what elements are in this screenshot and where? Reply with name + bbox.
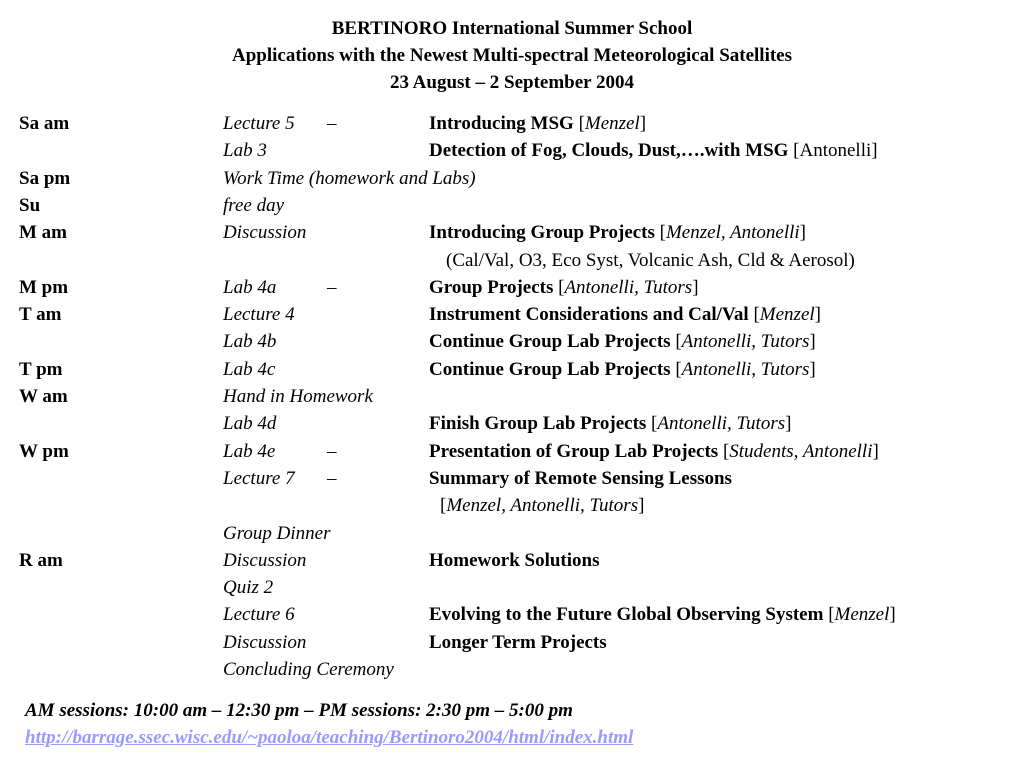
schedule-activity: Lab 4e — [223, 440, 276, 462]
schedule-row — [0, 219, 1024, 246]
topic-title: Instrument Considerations and Cal/Val — [429, 304, 749, 326]
schedule-day: T pm — [19, 358, 63, 380]
schedule-topic — [429, 274, 699, 301]
schedule-row — [0, 137, 1024, 164]
schedule-activity: Lab 3 — [223, 140, 267, 162]
speaker-bracket-open: [ — [718, 440, 730, 462]
schedule-topic — [429, 465, 732, 492]
topic-title: Finish Group Lab Projects — [429, 413, 647, 435]
topic-title: Summary of Remote Sensing Lessons — [429, 467, 732, 489]
schedule-day: M pm — [19, 276, 69, 298]
schedule-row — [0, 301, 1024, 328]
speaker-names: Menzel — [834, 604, 890, 626]
speaker-names: Menzel — [759, 304, 815, 326]
schedule-activity: Lecture 5 — [223, 113, 295, 134]
speaker-names: Menzel — [584, 113, 640, 134]
schedule-activity: Work Time (homework and Labs) — [223, 167, 476, 189]
speaker-bracket-open: [Antonelli] — [788, 140, 878, 162]
schedule-day: Su — [19, 194, 41, 216]
schedule-activity: Lab 4b — [223, 331, 277, 353]
schedule-activity: Lab 4a — [223, 276, 277, 298]
speaker-bracket-close: ] — [785, 413, 792, 435]
topic-title: Evolving to the Future Global Observing System — [429, 604, 824, 626]
schedule-row — [0, 247, 1024, 274]
schedule-topic — [429, 110, 646, 137]
speaker-bracket-open: [ — [573, 113, 585, 134]
speaker-bracket-close: ] — [799, 222, 806, 244]
schedule-topic — [429, 328, 816, 355]
schedule-row — [0, 110, 1024, 137]
topic-title: Homework Solutions — [429, 549, 600, 571]
schedule-row — [0, 410, 1024, 437]
speaker-bracket-close: ] — [872, 440, 879, 462]
schedule-topic — [429, 356, 816, 383]
schedule-row — [0, 629, 1024, 656]
topic-title: Detection of Fog, Clouds, Dust,….with MSG — [429, 140, 789, 162]
speaker-names: Antonelli, Tutors — [681, 331, 810, 353]
schedule-activity: Discussion — [223, 631, 307, 653]
schedule-activity: Lecture 7 — [223, 467, 295, 489]
schedule-row — [0, 192, 1024, 219]
schedule-dash: – — [327, 467, 337, 489]
schedule-topic — [429, 438, 879, 465]
schedule-activity: Group Dinner — [223, 522, 331, 544]
speaker-bracket-close: ] — [638, 495, 645, 517]
speaker-line — [440, 492, 644, 519]
topic-title: Presentation of Group Lab Projects — [429, 440, 719, 462]
speaker-bracket-close: ] — [809, 331, 816, 353]
schedule-topic — [429, 547, 600, 574]
speaker-bracket-open: [ — [646, 413, 658, 435]
speaker-names: Menzel, Antonelli — [665, 222, 800, 244]
speaker-bracket-close: ] — [639, 113, 647, 134]
schedule-activity: Lecture 6 — [223, 604, 295, 626]
schedule-topic — [429, 219, 806, 246]
schedule-day: R am — [19, 549, 63, 571]
speaker-bracket-close: ] — [692, 276, 699, 298]
speaker-bracket-close: ] — [889, 604, 896, 626]
schedule-activity: Hand in Homework — [223, 386, 373, 407]
schedule-row — [0, 383, 1024, 410]
schedule-row — [0, 465, 1024, 492]
schedule-day: Sa pm — [19, 167, 71, 189]
speaker-bracket-open: [ — [748, 304, 760, 326]
speaker-bracket-open: [ — [670, 331, 682, 353]
title-line-1: BERTINORO International Summer School — [331, 18, 693, 39]
speaker-bracket-close: ] — [814, 304, 821, 326]
schedule-dash: – — [327, 113, 337, 134]
schedule-row — [0, 547, 1024, 574]
speaker-names: Menzel, Antonelli, Tutors — [446, 495, 639, 517]
speaker-bracket-open: [ — [823, 604, 835, 626]
schedule-activity: free day — [223, 194, 285, 216]
speaker-bracket-open: [ — [553, 276, 565, 298]
schedule-row — [0, 438, 1024, 465]
topic-title: Longer Term Projects — [429, 631, 607, 653]
speaker-names: Antonelli, Tutors — [657, 413, 786, 435]
course-url-link[interactable]: http://barrage.ssec.wisc.edu/~paoloa/teaching/Bertinoro2004/html/index.html — [25, 727, 634, 748]
schedule-row — [0, 492, 1024, 519]
schedule-row — [0, 574, 1024, 601]
schedule-day: Sa am — [19, 113, 70, 134]
project-topics-note: (Cal/Val, O3, Eco Syst, Volcanic Ash, Cld & Aerosol) — [446, 249, 855, 271]
schedule-activity: Lab 4d — [223, 413, 277, 435]
topic-title: Introducing MSG — [429, 113, 574, 134]
schedule-day: T am — [19, 304, 62, 326]
speaker-bracket-open: [ — [654, 222, 666, 244]
schedule-topic — [429, 629, 607, 656]
sessions-note: AM sessions: 10:00 am – 12:30 pm – PM sessions: 2:30 pm – 5:00 pm — [25, 700, 573, 721]
schedule-day: M am — [19, 222, 68, 244]
topic-title: Continue Group Lab Projects — [429, 331, 671, 353]
topic-title: Group Projects — [429, 276, 554, 298]
schedule-activity: Lab 4c — [223, 358, 276, 380]
schedule-dash: – — [327, 440, 337, 462]
speaker-names: Students, Antonelli — [729, 440, 873, 462]
schedule-row — [0, 328, 1024, 355]
schedule-row — [0, 165, 1024, 192]
schedule-topic — [429, 410, 791, 437]
schedule-topic — [429, 301, 821, 328]
schedule-row — [0, 520, 1024, 547]
schedule-dash: – — [327, 276, 337, 298]
schedule-row — [0, 274, 1024, 301]
schedule-day: W am — [19, 386, 68, 407]
speaker-names: Antonelli, Tutors — [681, 358, 810, 380]
speaker-bracket-open: [ — [440, 495, 447, 517]
schedule-activity: Quiz 2 — [223, 577, 274, 599]
topic-title: Continue Group Lab Projects — [429, 358, 671, 380]
schedule-row — [0, 656, 1024, 683]
title-line-3: 23 August – 2 September 2004 — [389, 72, 635, 93]
schedule-row — [0, 356, 1024, 383]
schedule-activity: Lecture 4 — [223, 304, 295, 326]
speaker-names: Antonelli, Tutors — [564, 276, 693, 298]
schedule-topic — [429, 601, 896, 628]
schedule-row — [0, 601, 1024, 628]
title-line-2: Applications with the Newest Multi-spectral Meteorological Satellites — [231, 45, 793, 66]
speaker-bracket-open: [ — [670, 358, 682, 380]
schedule-topic — [429, 137, 878, 164]
schedule-activity: Discussion — [223, 549, 307, 571]
schedule-activity: Discussion — [223, 222, 307, 244]
schedule-activity: Concluding Ceremony — [223, 659, 394, 680]
topic-title: Introducing Group Projects — [429, 222, 655, 244]
schedule-day: W pm — [19, 440, 69, 462]
speaker-bracket-close: ] — [809, 358, 816, 380]
